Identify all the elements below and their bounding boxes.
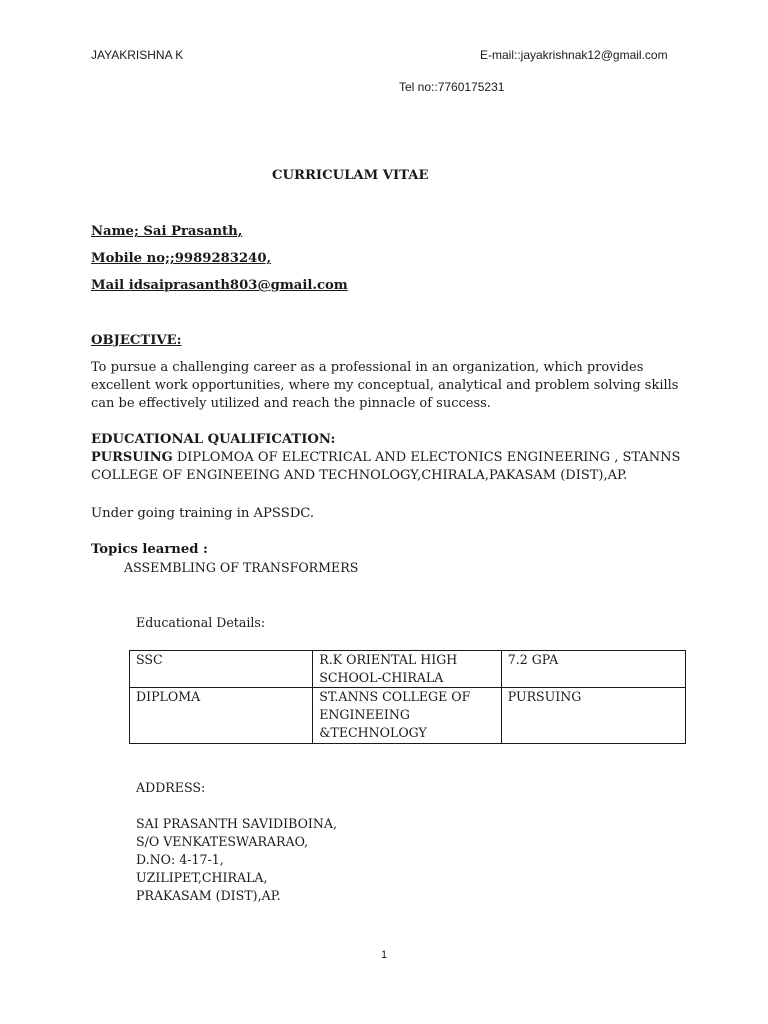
document-title: CURRICULAM VITAE — [272, 168, 429, 183]
table-cell: PURSUING — [501, 688, 685, 744]
address-heading: ADDRESS: — [136, 780, 206, 795]
education-details-table — [129, 650, 686, 744]
education-heading: EDUCATIONAL QUALIFICATION: — [91, 432, 336, 447]
table-cell: DIPLOMA — [130, 688, 313, 744]
table-row — [130, 651, 686, 688]
header-email: E-mail::jayakrishnak12@gmail.com — [480, 48, 668, 62]
topics-item: ASSEMBLING OF TRANSFORMERS — [124, 560, 359, 575]
address-line: PRAKASAM (DIST),AP. — [136, 888, 281, 903]
address-line: D.NO: 4-17-1, — [136, 852, 224, 867]
address-line: SAI PRASANTH SAVIDIBOINA, — [136, 816, 338, 831]
table-cell: SSC — [130, 651, 313, 688]
table-row — [130, 688, 686, 744]
address-block — [136, 815, 337, 905]
details-heading: Educational Details: — [136, 615, 266, 630]
personal-name: Name; Sai Prasanth, — [91, 224, 243, 239]
pursuing-label: PURSUING — [91, 450, 173, 465]
topics-heading: Topics learned : — [91, 542, 208, 557]
table-cell: ST.ANNS COLLEGE OF ENGINEEING &TECHNOLOGY — [313, 688, 501, 744]
personal-mail: Mail idsaiprasanth803@gmail.com — [91, 278, 348, 293]
objective-heading: OBJECTIVE: — [91, 333, 182, 348]
address-line: S/O VENKATESWARARAO, — [136, 834, 309, 849]
personal-mobile: Mobile no;;9989283240, — [91, 251, 272, 266]
address-line: UZILIPET,CHIRALA, — [136, 870, 268, 885]
table-cell: 7.2 GPA — [501, 651, 685, 688]
pursuing-text: DIPLOMOA OF ELECTRICAL AND ELECTONICS ENGINEERING , STANNS COLLEGE OF ENGINEEING AND TECHNOLOGY,CHIRALA,PAKASAM (DIST),AP. — [91, 450, 681, 483]
table-cell: R.K ORIENTAL HIGH SCHOOL-CHIRALA — [313, 651, 501, 688]
header-tel: Tel no::7760175231 — [399, 80, 505, 94]
objective-text: To pursue a challenging career as a professional in an organization, which provides excellent work opportunities, where my conceptual, analytical and problem solving skills can be effectively utilized and reach the pinnacle of success. — [91, 360, 679, 411]
training-text: Under going training in APSSDC. — [91, 506, 315, 521]
header-name: JAYAKRISHNA K — [91, 48, 184, 62]
education-pursuing — [91, 449, 691, 485]
page-number: 1 — [381, 949, 388, 961]
